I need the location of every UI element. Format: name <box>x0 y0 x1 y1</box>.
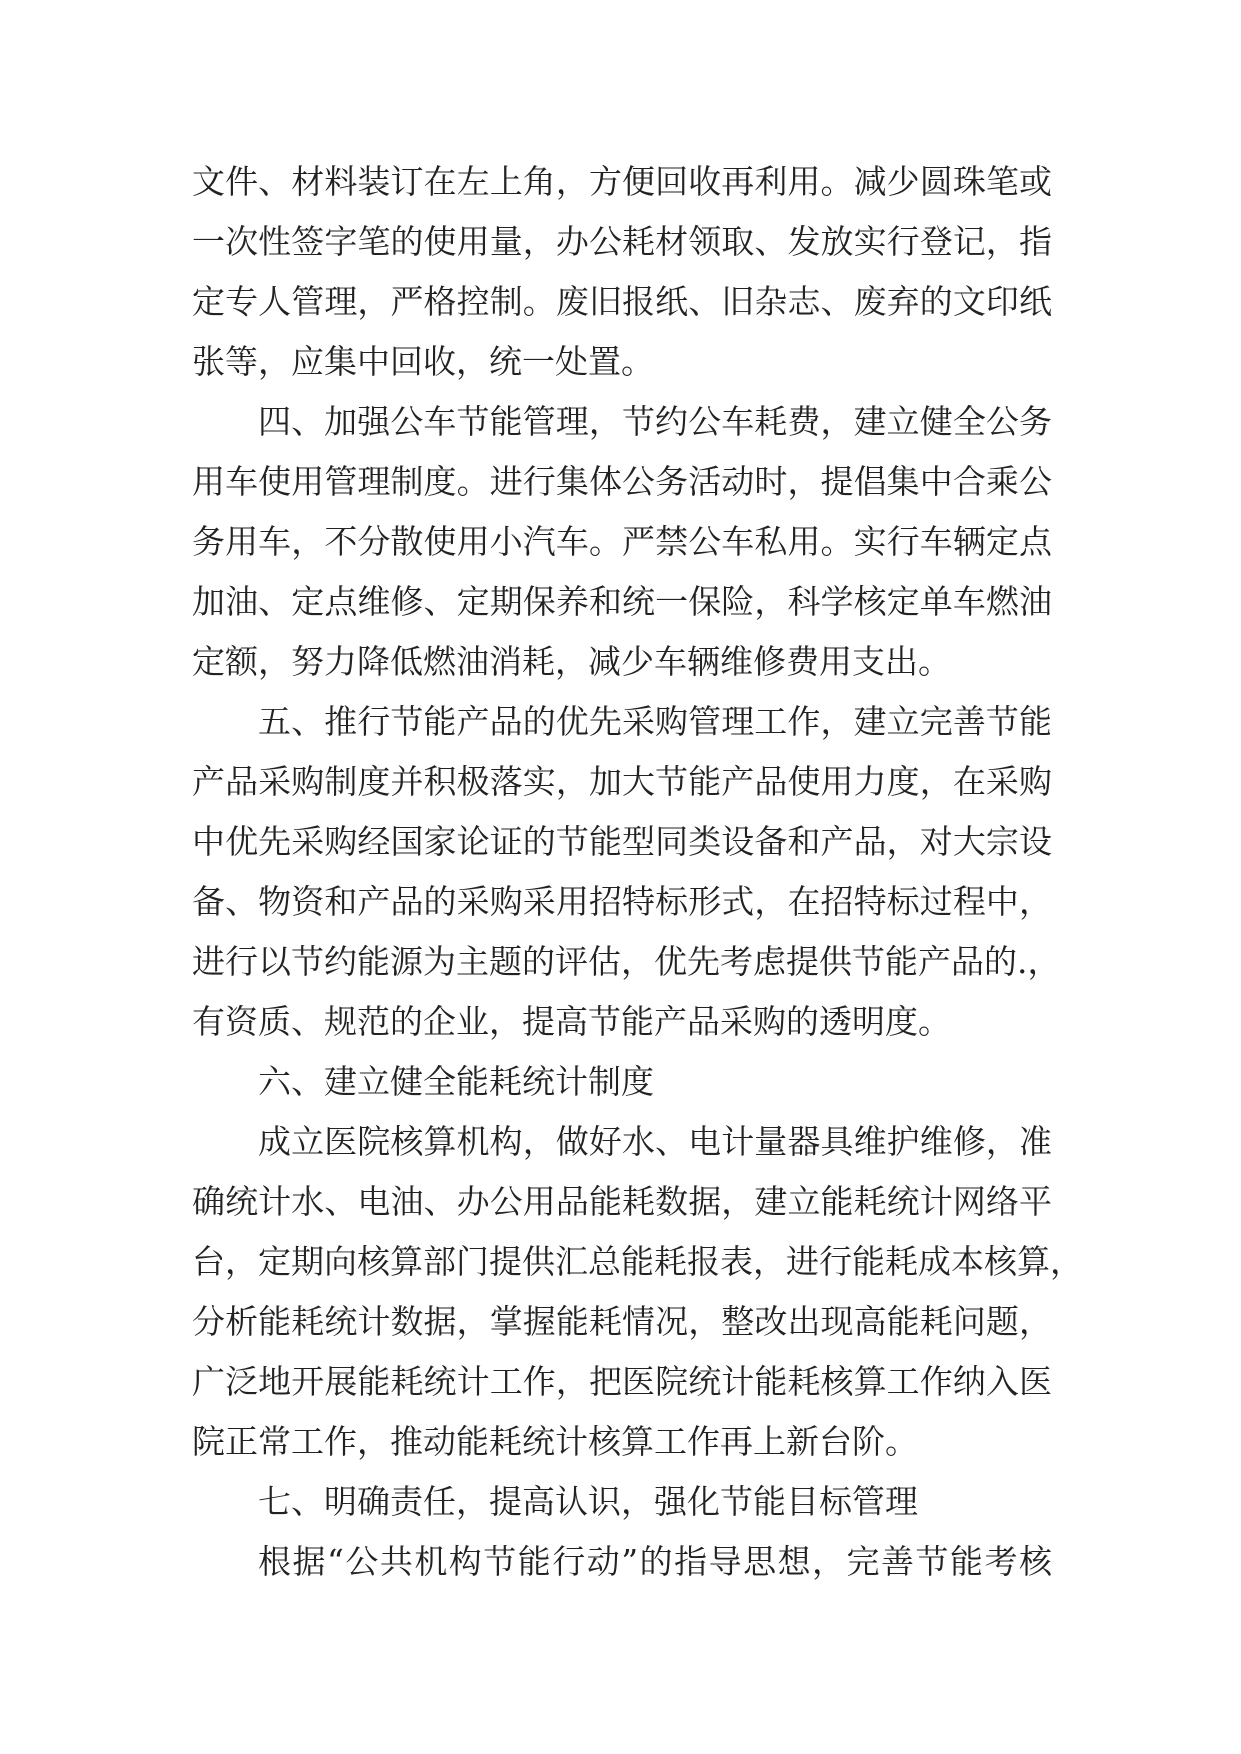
paragraph-line: 确统计水、电油、办公用品能耗数据，建立能耗统计网络平 <box>192 1182 1052 1221</box>
paragraph-line: 定额，努力降低燃油消耗，减少车辆维修费用支出。 <box>192 642 951 681</box>
paragraph-line: 备、物资和产品的采购采用招特标形式，在招特标过程中， <box>192 882 1052 921</box>
paragraph-line: 产品采购制度并积极落实，加大节能产品使用力度，在采购 <box>192 762 1052 801</box>
paragraph-line: 台，定期向核算部门提供汇总能耗报表，进行能耗成本核算， <box>192 1242 1083 1281</box>
paragraph-line: 院正常工作，推动能耗统计核算工作再上新台阶。 <box>192 1422 918 1461</box>
paragraph-line: 广泛地开展能耗统计工作，把医院统计能耗核算工作纳入医 <box>192 1362 1052 1401</box>
section-heading-line: 四、加强公车节能管理，节约公车耗费，建立健全公务 <box>258 402 1052 441</box>
paragraph-line: 一次性签字笔的使用量，办公耗材领取、发放实行登记，指 <box>192 222 1052 261</box>
section-heading-line: 五、推行节能产品的优先采购管理工作，建立完善节能 <box>258 702 1052 741</box>
section-heading: 六、建立健全能耗统计制度 <box>258 1062 654 1101</box>
paragraph-line: 加油、定点维修、定期保养和统一保险，科学核定单车燃油 <box>192 582 1052 621</box>
paragraph-line: 中优先采购经国家论证的节能型同类设备和产品，对大宗设 <box>192 822 1052 861</box>
paragraph-line: 用车使用管理制度。进行集体公务活动时，提倡集中合乘公 <box>192 462 1052 501</box>
paragraph-line: 根据“公共机构节能行动”的指导思想，完善节能考核 <box>258 1542 1052 1581</box>
body-text <box>192 152 1083 1592</box>
paragraph-line: 定专人管理，严格控制。废旧报纸、旧杂志、废弃的文印纸 <box>192 282 1052 321</box>
paragraph-line: 分析能耗统计数据，掌握能耗情况，整改出现高能耗问题， <box>192 1302 1052 1341</box>
paragraph-line: 务用车，不分散使用小汽车。严禁公车私用。实行车辆定点 <box>192 522 1052 561</box>
paragraph-line: 进行以节约能源为主题的评估，优先考虑提供节能产品的.， <box>192 942 1061 981</box>
section-heading: 七、明确责任，提高认识，强化节能目标管理 <box>258 1482 918 1521</box>
paragraph-line: 有资质、规范的企业，提高节能产品采购的透明度。 <box>192 1002 951 1041</box>
paragraph-line: 张等，应集中回收，统一处置。 <box>192 342 654 381</box>
paragraph-line: 文件、材料装订在左上角，方便回收再利用。减少圆珠笔或 <box>192 162 1052 201</box>
paragraph-line: 成立医院核算机构，做好水、电计量器具维护维修，准 <box>258 1122 1052 1161</box>
